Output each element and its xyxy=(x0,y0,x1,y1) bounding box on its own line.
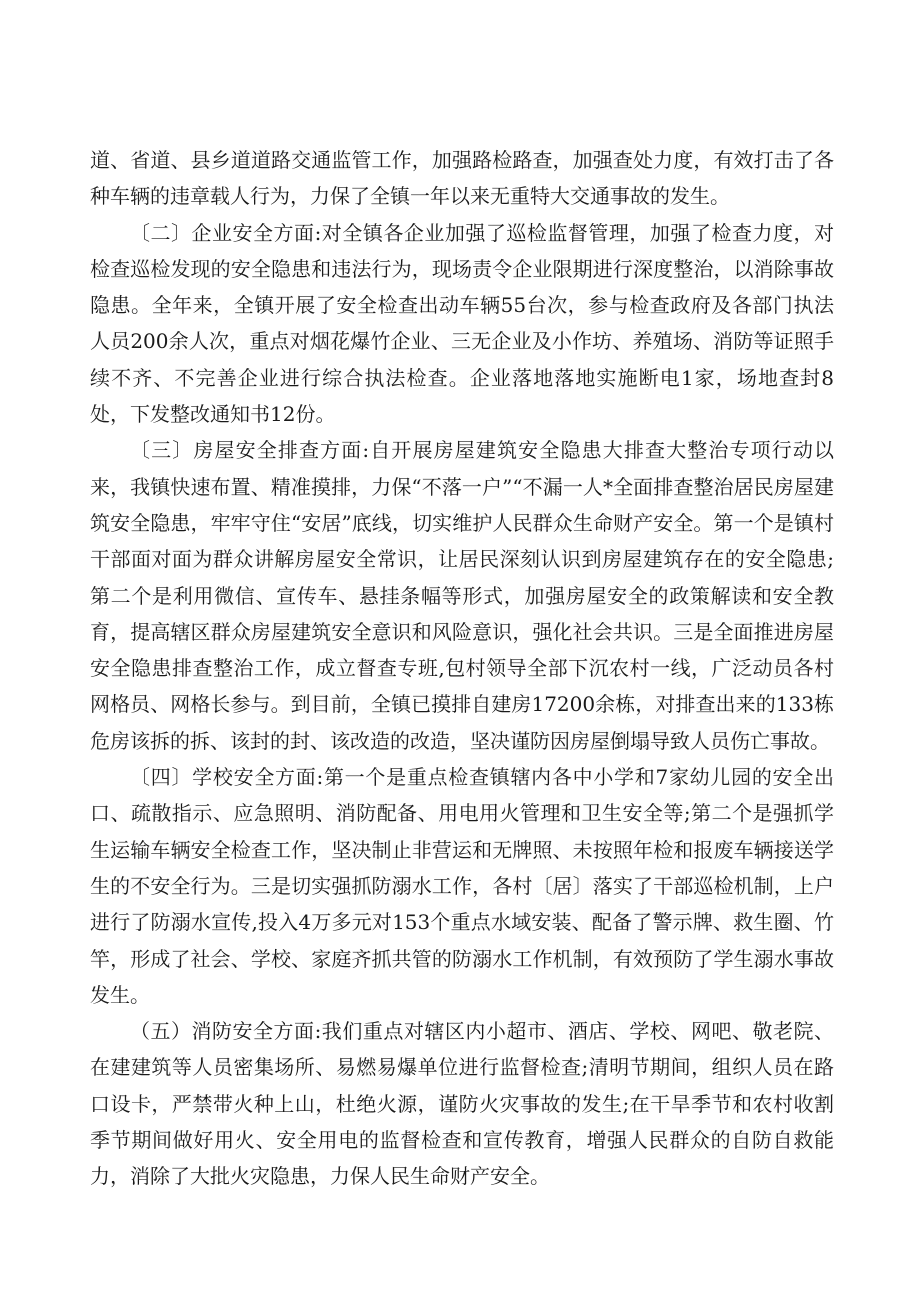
paragraph-school-safety: 〔四〕学校安全方面:第一个是重点检查镇辖内各中小学和7家幼儿园的安全出口、疏散指示、应急照明、消防配备、用电用火管理和卫生安全等;第二个是强抓学生运输车辆安全检查工作，坚决制止非营运和无牌照、未按照年检和报废车辆接送学生的不安全行为。三是切实强抓防溺水工作，各村〔居〕落实了干部巡检机制，上户进行了防溺水宣传,投入4万多元对153个重点水域安装、配备了警示牌、救生圈、竹竿，形成了社会、学校、家庭齐抓共管的防溺水工作机制，有效预防了学生溺水事故发生。 xyxy=(90,765,834,1007)
document-body xyxy=(90,142,834,1195)
paragraph-housing-safety: 〔三〕房屋安全排查方面:自开展房屋建筑安全隐患大排查大整治专项行动以来，我镇快速布置、精准摸排，力保“不落一户”“不漏一人*全面排查整治居民房屋建筑安全隐患，牢牢守住“安居”底线，切实维护人民群众生命财产安全。第一个是镇村干部面对面为群众讲解房屋安全常识，让居民深刻认识到房屋建筑存在的安全隐患;第二个是利用微信、宣传车、悬挂条幅等形式，加强房屋安全的政策解读和安全教育，提高辖区群众房屋建筑安全意识和风险意识，强化社会共识。三是全面推进房屋安全隐患排查整治工作，成立督查专班,包村领导全部下沉农村一线，广泛动员各村网格员、网格长参与。到目前，全镇已摸排自建房17200余栋，对排查出来的133栋危房该拆的拆、该封的封、该改造的改造，坚决谨防因房屋倒塌导致人员伤亡事故。 xyxy=(90,438,834,753)
paragraph-traffic-continuation: 道、省道、县乡道道路交通监管工作，加强路检路查，加强查处力度，有效打击了各种车辆的违章载人行为，力保了全镇一年以来无重特大交通事故的发生。 xyxy=(90,148,834,209)
paragraph-enterprise-safety: 〔二〕企业安全方面:对全镇各企业加强了巡检监督管理，加强了检查力度，对检查巡检发现的安全隐患和违法行为，现场责令企业限期进行深度整治，以消除事故隐患。全年来，全镇开展了安全检查出动车辆55台次，参与检查政府及各部门执法人员200余人次，重点对烟花爆竹企业、三无企业及小作坊、养殖场、消防等证照手续不齐、不完善企业进行综合执法检查。企业落地落地实施断电1家，场地查封8处，下发整改通知书12份。 xyxy=(90,220,834,427)
paragraph-fire-safety: （五）消防安全方面:我们重点对辖区内小超市、酒店、学校、网吧、敬老院、在建建筑等人员密集场所、易燃易爆单位进行监督检查;清明节期间，组织人员在路口设卡，严禁带火种上山，杜绝火源，谨防火灾事故的发生;在干旱季节和农村收割季节期间做好用火、安全用电的监督检查和宣传教育，增强人民群众的自防自救能力，消除了大批火灾隐患，力保人民生命财产安全。 xyxy=(90,1019,834,1189)
